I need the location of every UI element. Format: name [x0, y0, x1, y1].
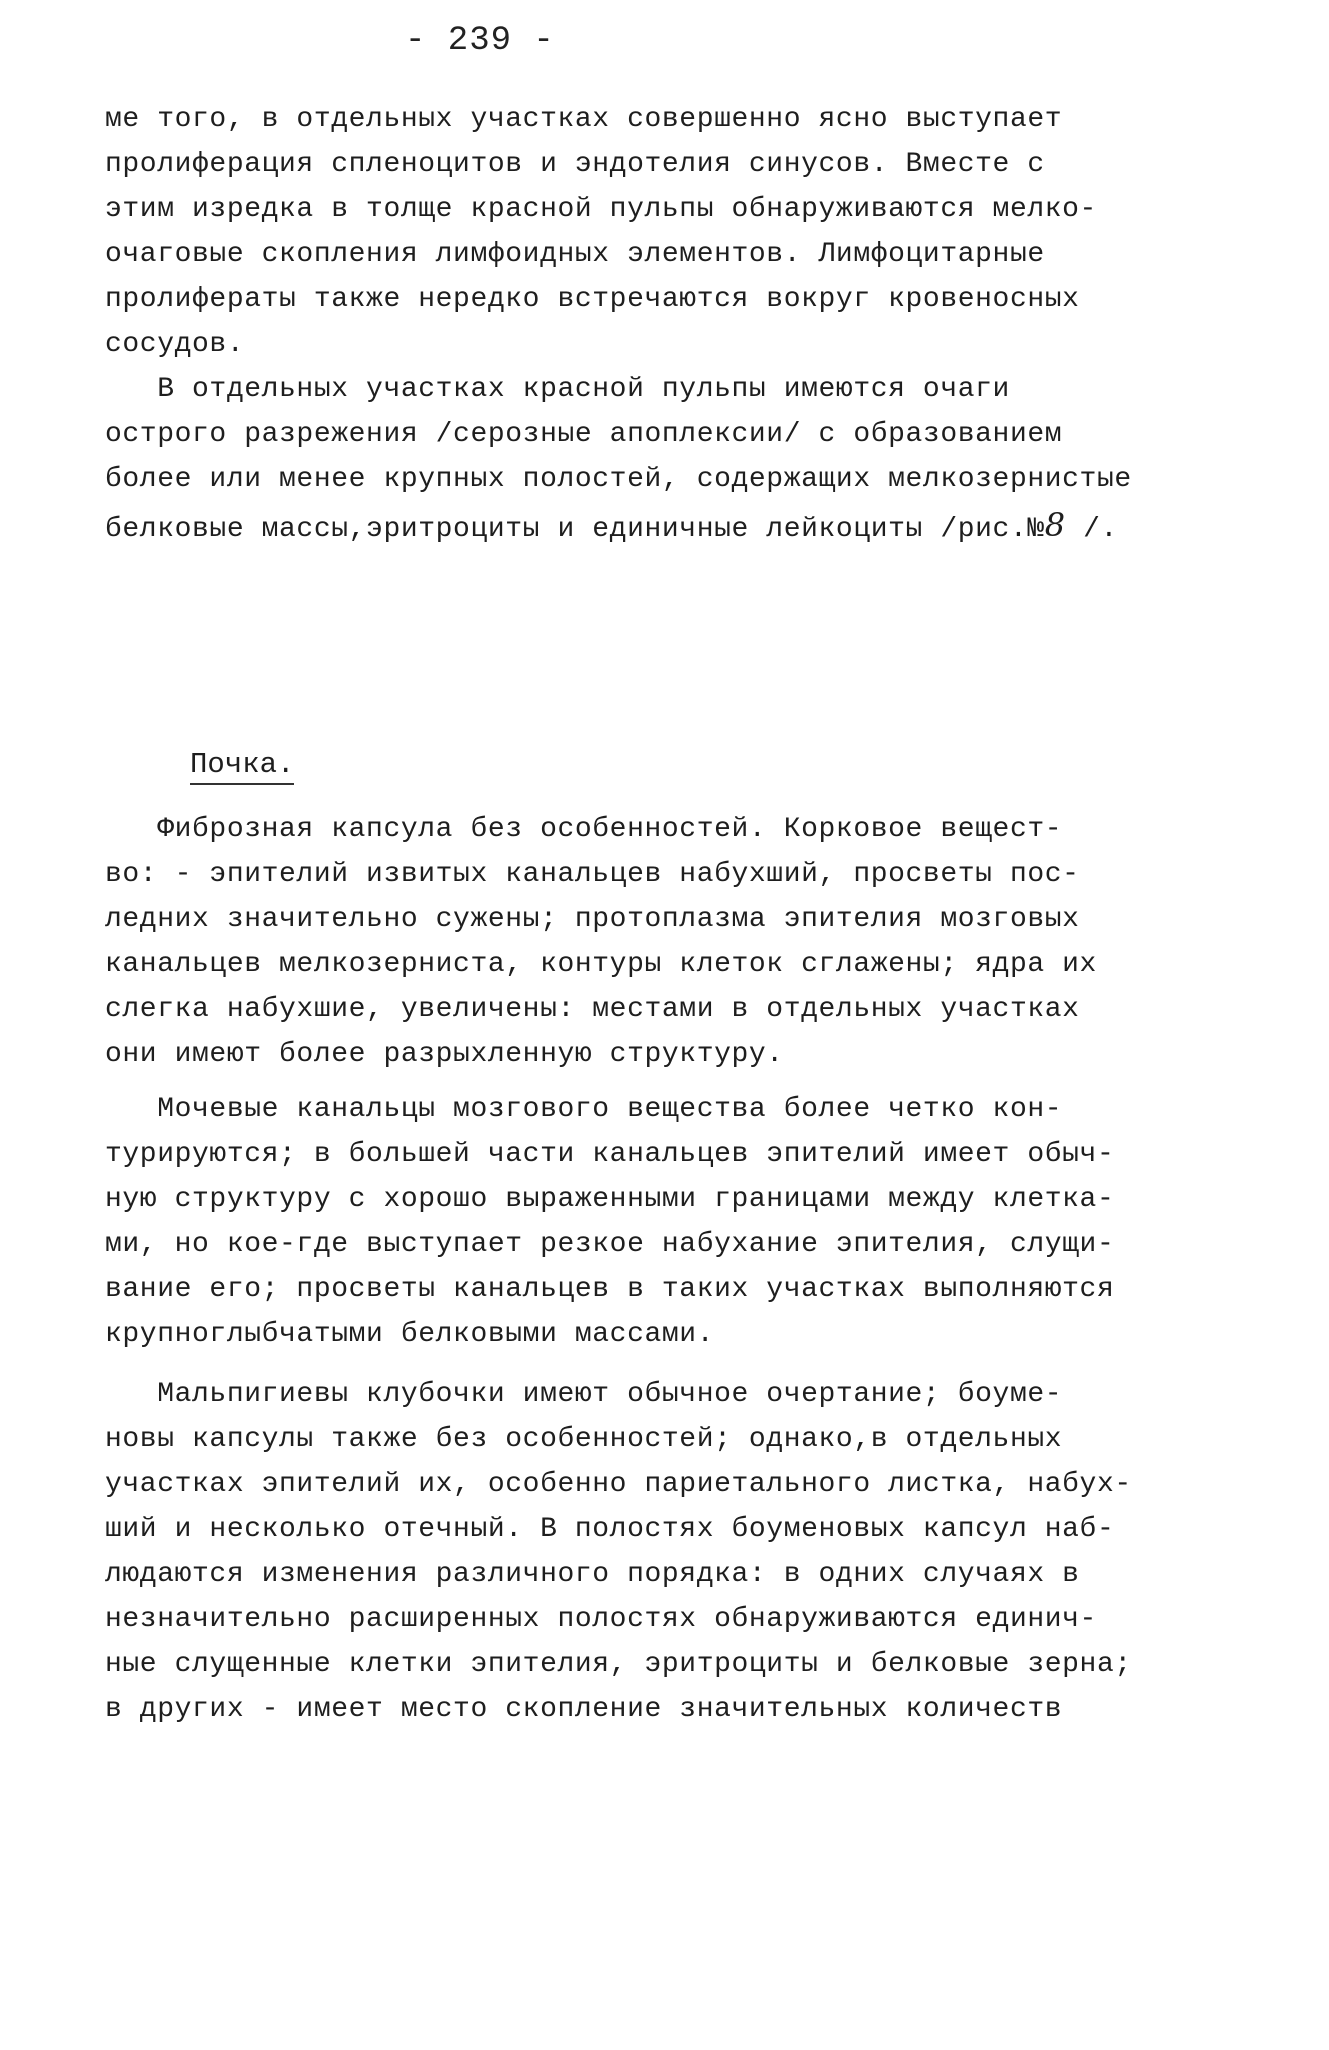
text-line: новы капсулы также без особенностей; однако,в отдельных — [105, 1424, 1063, 1455]
page-number: - 239 - — [405, 22, 555, 60]
figure-ref-tail: /. — [1065, 514, 1118, 545]
text-line: ледних значительно сужены; протоплазма эпителия мозговых — [105, 904, 1080, 935]
text-line: людаются изменения различного порядка: в одних случаях в — [105, 1559, 1080, 1590]
text-line: ные слущенные клетки эпителия, эритроциты и белковые зерна; — [105, 1649, 1132, 1680]
text-line: ме того, в отдельных участках совершенно ясно выступает — [105, 104, 1063, 135]
text-line: очаговые скопления лимфоидных элементов. Лимфоцитарные — [105, 239, 1045, 270]
text-line: В отдельных участках красной пульпы имеются очаги — [105, 374, 1010, 405]
text-line: турируются; в большей части канальцев эпителий имеет обыч- — [105, 1139, 1115, 1170]
handwritten-figure-number: 8 — [1044, 506, 1066, 544]
text-line: Фиброзная капсула без особенностей. Корковое вещест- — [105, 814, 1063, 845]
text-line: пролифераты также нередко встречаются вокруг кровеносных — [105, 284, 1080, 315]
text-line: этим изредка в толще красной пульпы обнаруживаются мелко- — [105, 194, 1097, 225]
text-line: пролиферация спленоцитов и эндотелия синусов. Вместе с — [105, 149, 1045, 180]
text-line: вание его; просветы канальцев в таких участках выполняются — [105, 1274, 1115, 1305]
text-line: ную структуру с хорошо выраженными границами между клетка- — [105, 1184, 1115, 1215]
text-line: Мочевые канальцы мозгового вещества более четко кон- — [105, 1094, 1063, 1125]
text-line: участках эпителий их, особенно париетального листка, набух- — [105, 1469, 1132, 1500]
text-line: сосудов. — [105, 329, 245, 360]
text-line: ший и несколько отечный. В полостях боуменовых капсул наб- — [105, 1514, 1115, 1545]
text-line: незначительно расширенных полостях обнаруживаются единич- — [105, 1604, 1097, 1635]
text-line: Мальпигиевы клубочки имеют обычное очертание; боуме- — [105, 1379, 1063, 1410]
text-line: во: - эпителий извитых канальцев набухший, просветы пос- — [105, 859, 1080, 890]
text-line: в других - имеет место скопление значительных количеств — [105, 1694, 1063, 1725]
text-line-with-figure-ref — [105, 508, 1118, 547]
text-line: белковые массы,эритроциты и единичные лейкоциты /рис.№ — [105, 514, 1045, 545]
text-line: канальцев мелкозерниста, контуры клеток сглажены; ядра их — [105, 949, 1097, 980]
text-line: слегка набухшие, увеличены: местами в отдельных участках — [105, 994, 1080, 1025]
text-line: острого разрежения /серозные апоплексии/ с образованием — [105, 419, 1063, 450]
text-line: более или менее крупных полостей, содержащих мелкозернистые — [105, 464, 1132, 495]
text-line: ми, но кое-где выступает резкое набухание эпителия, слущи- — [105, 1229, 1115, 1260]
section-heading: Почка. — [190, 748, 294, 785]
text-line: крупноглыбчатыми белковыми массами. — [105, 1319, 715, 1350]
text-line: они имеют более разрыхленную структуру. — [105, 1039, 784, 1070]
